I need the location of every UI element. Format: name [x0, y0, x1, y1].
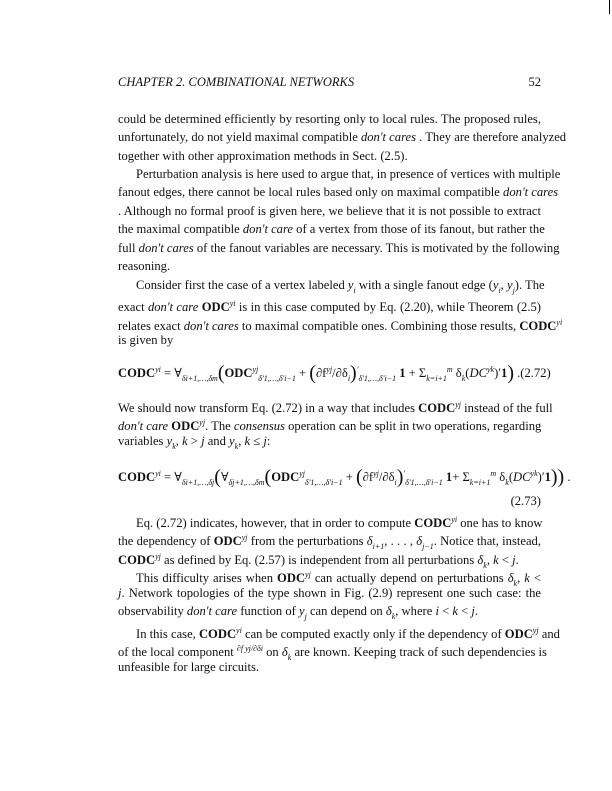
math-bold-term: CODC — [118, 366, 156, 380]
math-script: δj+1,…,δm — [228, 478, 265, 487]
math-bold-term: 1 — [396, 366, 406, 380]
math-script: δ'1,…,δ'i−1 — [405, 478, 443, 487]
text-line — [118, 586, 541, 601]
text-run: of the fanout variables are necessary. This is motivated by the following — [193, 241, 560, 255]
math-bold-term: ODC — [213, 534, 242, 548]
emphasis-text: i — [435, 604, 439, 618]
text-run: < — [498, 553, 513, 567]
math-script: j — [304, 612, 307, 621]
math-script: yi — [556, 318, 563, 327]
text-line — [118, 660, 541, 675]
math-script: i — [347, 374, 351, 383]
emphasis-text: k — [182, 434, 188, 448]
math-script: yi — [155, 365, 161, 374]
emphasis-text: don't cares — [183, 319, 239, 333]
emphasis-text: k — [493, 553, 499, 567]
emphasis-text: j — [118, 586, 122, 600]
text-run: < — [529, 571, 541, 585]
emphasis-text: y — [166, 434, 173, 448]
text-run: ≤ — [250, 434, 264, 448]
text-run: with a single fanout edge ( — [355, 278, 493, 292]
emphasis-text: don't care — [186, 604, 238, 618]
math-script: j−1 — [422, 542, 434, 551]
text-run: , — [238, 434, 245, 448]
emphasis-text: y — [298, 604, 305, 618]
emphasis-text: j — [201, 434, 205, 448]
text-run: ( — [217, 362, 225, 384]
text-run: ∀ — [220, 470, 229, 484]
emphasis-text: don't care — [147, 300, 202, 314]
math-script: m — [490, 469, 497, 478]
text-run: , . . . , — [384, 534, 417, 548]
text-run: This difficulty arises when — [136, 571, 278, 585]
text-run: , where — [395, 604, 436, 618]
text-line — [118, 149, 541, 164]
emphasis-text: y — [506, 278, 513, 292]
text-run: and — [204, 434, 230, 448]
math-script: yi — [451, 515, 458, 524]
text-run: to maximal compatible ones. Combining those results, — [238, 319, 520, 333]
text-run: . — [564, 470, 571, 484]
text-run: reasoning. — [118, 259, 171, 273]
math-bold-term: ODC — [277, 571, 306, 585]
math-script: ′ — [356, 365, 359, 374]
text-line — [118, 623, 560, 642]
equation-body — [118, 362, 520, 385]
text-run: is given by — [118, 333, 174, 347]
math-script: yj — [241, 533, 248, 542]
text-run: , — [500, 278, 507, 292]
text-line — [118, 185, 559, 200]
text-run: = ∀ — [160, 366, 182, 380]
math-script: δi+1,…,δm — [181, 374, 218, 383]
text-run: . — [515, 553, 519, 567]
math-bold-term: 1 — [501, 366, 508, 380]
text-run: ∂f — [315, 366, 327, 380]
text-line — [118, 434, 541, 454]
text-run: + Σ — [452, 470, 470, 484]
math-bold-term: 1 — [544, 470, 551, 484]
text-line — [118, 415, 541, 434]
emphasis-text: j — [471, 604, 475, 618]
text-run: one has to know — [457, 516, 543, 530]
text-line — [118, 315, 563, 334]
text-line — [118, 167, 561, 182]
math-script: yj — [326, 365, 333, 374]
text-line — [118, 604, 541, 624]
equation-number-2-73: (2.73) — [510, 494, 541, 508]
text-run: as defined by Eq. (2.57) is independent from all perturbations — [160, 553, 478, 567]
display-equation — [118, 362, 551, 385]
text-run: . The — [205, 419, 234, 433]
text-run: ). The — [514, 278, 545, 292]
text-line — [118, 204, 541, 219]
text-run: instead of the full — [461, 401, 553, 415]
text-run: ( — [508, 470, 514, 484]
text-run: from the perturbations — [247, 534, 367, 548]
math-bold-term: ODC — [171, 419, 200, 433]
math-bold-term: ODC — [201, 300, 230, 314]
text-run: We should now transform Eq. (2.72) in a way that includes — [118, 401, 419, 415]
math-script: δi+1,…,δj — [181, 478, 215, 487]
math-bold-term: CODC — [118, 553, 156, 567]
text-run: could be determined efficiently by resorting only to local rules. The proposed rules, — [118, 112, 541, 126]
math-script: k — [172, 442, 176, 451]
emphasis-text: δ — [385, 604, 392, 618]
text-run: ) — [396, 466, 404, 488]
text-run: δ — [452, 366, 462, 380]
text-run: ) — [507, 362, 514, 384]
emphasis-text: δ — [507, 571, 514, 585]
math-script: yk — [486, 365, 495, 374]
math-script: k — [234, 442, 239, 451]
page-number: 52 — [528, 75, 541, 89]
math-script: k — [461, 374, 466, 383]
math-script: k — [287, 653, 292, 662]
math-script: yj — [532, 626, 539, 635]
math-bold-term: CODC — [418, 401, 456, 415]
text-run: variables — [118, 434, 167, 448]
math-script: m — [446, 365, 453, 374]
text-run: unfortunately, do not yield maximal compatible — [118, 130, 361, 144]
text-run: can be computed exactly only if the dependency of — [241, 627, 505, 641]
math-script: yi — [229, 299, 236, 308]
text-run: )′ — [494, 366, 502, 380]
text-line — [118, 241, 560, 256]
math-script: i — [353, 286, 356, 295]
math-script: δ'1,…,δ'i−1 — [358, 374, 397, 383]
text-run: is in this case computed by Eq. (2.20), while Theorem (2.5) — [235, 300, 541, 314]
math-script: k — [505, 478, 509, 487]
text-run: . — [474, 604, 479, 618]
emphasis-text: y — [492, 278, 499, 292]
text-run: Eq. (2.72) indicates, however, that in order to compute — [136, 516, 415, 530]
text-run: In this case, — [136, 627, 199, 641]
math-script: i+1 — [372, 542, 385, 551]
text-run: , — [175, 434, 183, 448]
running-header — [118, 75, 541, 90]
math-script: k=i+1 — [469, 478, 491, 487]
math-script: k=i+1 — [426, 374, 447, 383]
text-run: ( — [355, 466, 363, 488]
text-run: fanout edges, there cannot be local rules based only on maximal compatible — [118, 185, 504, 199]
text-run: exact — [118, 300, 148, 314]
text-run: δ — [496, 470, 506, 484]
emphasis-text: DC — [513, 470, 531, 484]
text-run: operation can be split in two operations, regarding — [284, 419, 542, 433]
math-bold-term: 1 — [442, 470, 453, 484]
text-line — [118, 333, 541, 348]
text-run: . — [514, 366, 521, 380]
text-line — [118, 112, 541, 127]
text-run: . Notice that, instead, — [433, 534, 541, 548]
text-run: Consider first the case of a vertex labeled — [136, 278, 348, 292]
text-run: + Σ — [405, 366, 427, 380]
text-run: , — [486, 553, 494, 567]
math-bold-term: CODC — [414, 516, 452, 530]
text-run: < — [438, 604, 453, 618]
text-run: can actually depend on perturbations — [310, 571, 508, 585]
text-run: function of — [237, 604, 299, 618]
text-run: and — [538, 627, 560, 641]
text-run: )′ — [537, 470, 545, 484]
emphasis-text: don't cares — [138, 241, 194, 255]
emphasis-text: don't care — [242, 222, 294, 236]
text-line — [118, 278, 545, 298]
math-script: yj — [455, 400, 461, 409]
math-script: yj — [155, 552, 161, 561]
text-run: are known. Keeping track of such dependencies is — [291, 645, 547, 659]
math-bold-term: ODC — [504, 627, 533, 641]
math-script: yi — [155, 469, 161, 478]
text-run: . They are therefore analyzed — [416, 130, 567, 144]
text-run: ( — [465, 366, 470, 380]
emphasis-text: δ — [366, 534, 373, 548]
text-run: : — [266, 434, 271, 448]
text-run: of the local component — [118, 645, 237, 659]
emphasis-text: don't cares — [503, 185, 559, 199]
emphasis-text: y — [347, 278, 354, 292]
text-run: /∂δ — [332, 366, 348, 380]
equation-body — [118, 466, 571, 489]
text-run: = ∀ — [160, 470, 182, 484]
math-bold-term: ODC — [224, 366, 253, 380]
emphasis-text: don't cares — [360, 130, 416, 144]
math-script: yj — [299, 469, 305, 478]
text-run: ) — [350, 362, 357, 384]
text-run: can depend on — [306, 604, 386, 618]
text-run: on — [262, 645, 282, 659]
emphasis-text: δ — [281, 645, 288, 659]
text-line — [118, 259, 541, 274]
math-script: yj — [373, 469, 379, 478]
emphasis-text: k — [452, 604, 458, 618]
text-run: relates exact — [118, 319, 184, 333]
page-edge-mark — [609, 0, 610, 14]
math-bold-term: ODC — [271, 470, 300, 484]
text-run: + — [295, 366, 310, 380]
text-run: of a vertex from those of its fanout, but rather the — [293, 222, 545, 236]
math-script: k — [513, 579, 518, 588]
math-script: k — [483, 561, 487, 570]
math-script: δ'1,…,δ'i−1 — [258, 374, 296, 383]
math-script: yj — [199, 418, 206, 427]
text-run: + — [342, 470, 356, 484]
text-run: ( — [264, 466, 272, 488]
math-script: yk — [530, 469, 538, 478]
text-run: , — [517, 571, 525, 585]
text-line — [118, 397, 553, 416]
text-line — [118, 222, 545, 237]
emphasis-text: don't care — [118, 419, 172, 433]
text-run: ( — [309, 362, 316, 384]
text-run: ∂f — [362, 470, 374, 484]
emphasis-text: DC — [469, 366, 487, 380]
text-run: Perturbation analysis is here used to argue that, in presence of vertices with multiple — [136, 167, 561, 181]
text-run: > — [187, 434, 202, 448]
emphasis-text: δ — [477, 553, 484, 567]
math-script: i — [498, 286, 501, 295]
emphasis-text: consensus — [233, 419, 285, 433]
text-line — [118, 512, 541, 531]
math-bold-term: CODC — [198, 627, 237, 641]
emphasis-text: y — [229, 434, 235, 448]
math-script: yj — [252, 365, 259, 374]
text-run: )) — [550, 466, 565, 488]
text-run: < — [457, 604, 472, 618]
math-script: k — [391, 612, 396, 621]
text-line — [118, 130, 567, 145]
math-bold-term: CODC — [519, 319, 557, 333]
math-script: yj — [305, 570, 311, 579]
text-run: ( — [214, 466, 221, 488]
text-run: the maximal compatible — [118, 222, 243, 236]
emphasis-text: j — [512, 553, 516, 567]
emphasis-text: j — [263, 434, 267, 448]
display-equation — [118, 466, 571, 489]
text-run: /∂δ — [378, 470, 395, 484]
math-script: yi — [236, 626, 242, 635]
emphasis-text: δ — [416, 534, 423, 548]
emphasis-text: k — [244, 434, 251, 448]
emphasis-text: k — [524, 571, 530, 585]
text-line — [118, 296, 541, 315]
math-script: δ'1,…,δ'i−1 — [304, 478, 343, 487]
text-run: the dependency of — [118, 534, 214, 548]
text-run: observability — [118, 604, 187, 618]
text-run: full — [118, 241, 139, 255]
math-script: i — [394, 478, 397, 487]
text-run: unfeasible for large circuits. — [118, 660, 260, 674]
text-run: . Network topologies of the type shown in Fig. (2.9) represent one such case: the — [121, 586, 541, 600]
math-script: j — [512, 286, 515, 295]
chapter-title: CHAPTER 2. COMBINATIONAL NETWORKS — [118, 75, 355, 89]
text-run: together with other approximation methods in Sect. (2.5). — [118, 149, 408, 163]
math-script: ′ — [403, 469, 406, 478]
equation-number: (2.72) — [520, 366, 551, 380]
math-script: ∂f yj/∂δi — [236, 644, 263, 653]
text-run: . Although no formal proof is given here, we believe that it is not possible to extract — [118, 204, 541, 218]
math-bold-term: CODC — [118, 470, 156, 484]
